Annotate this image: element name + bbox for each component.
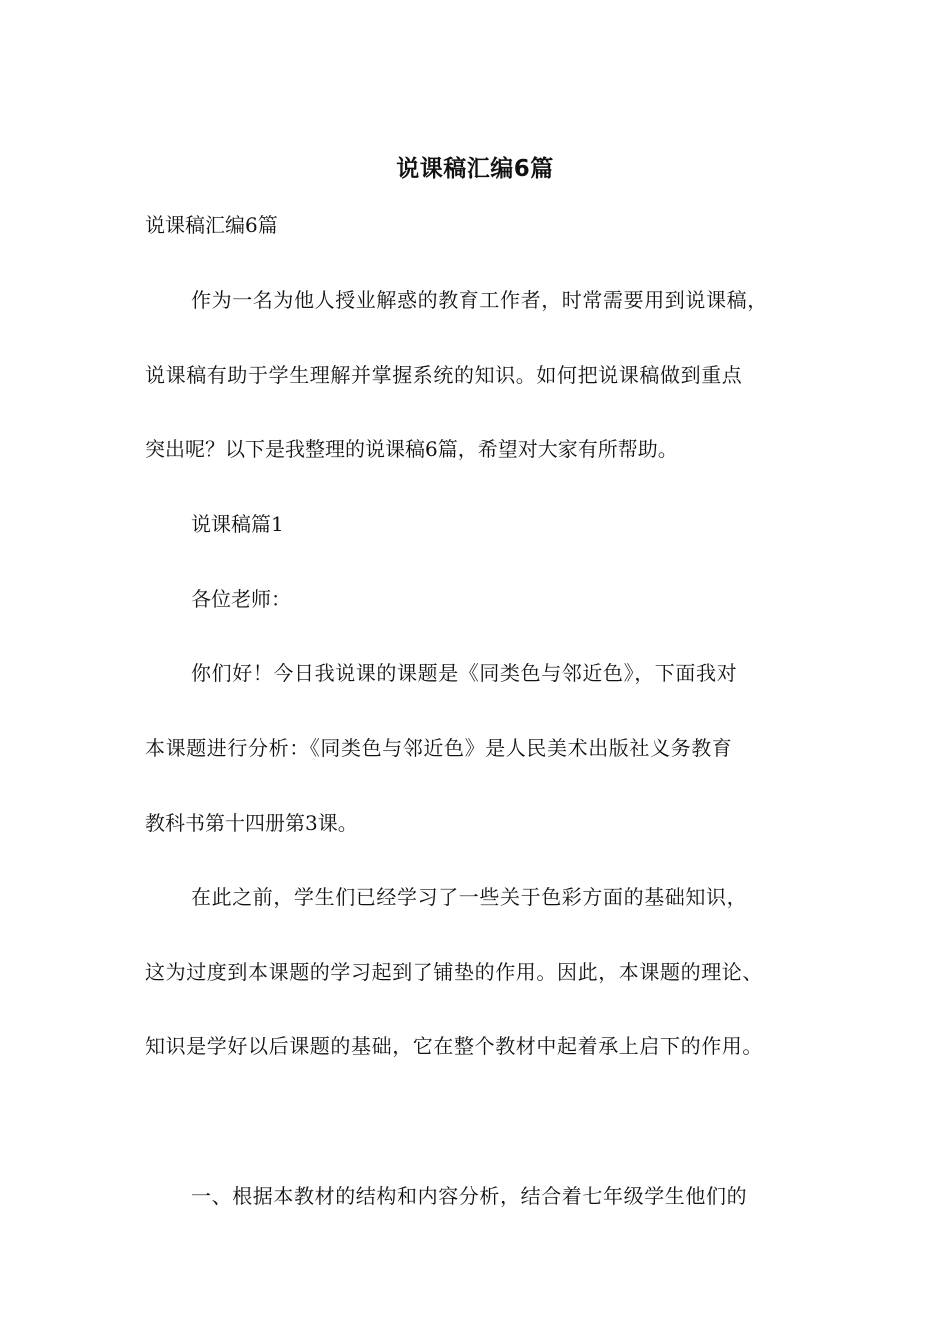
paragraph-line: 这为过度到本课题的学习起到了铺垫的作用。因此，本课题的理论、 (145, 960, 763, 984)
paragraph-line: 说课稿有助于学生理解并掌握系统的知识。如何把说课稿做到重点 (145, 363, 743, 387)
section-heading: 说课稿篇1 (191, 512, 284, 536)
greeting-line: 各位老师： (191, 587, 291, 611)
document-subtitle: 说课稿汇编6篇 (145, 213, 278, 237)
paragraph-line: 一、根据本教材的结构和内容分析，结合着七年级学生他们的 (191, 1184, 748, 1208)
document-title: 说课稿汇编6篇 (396, 156, 554, 182)
paragraph-line: 知识是学好以后课题的基础，它在整个教材中起着承上启下的作用。 (145, 1034, 763, 1058)
paragraph-line: 教科书第十四册第3课。 (145, 811, 358, 835)
paragraph-line: 突出呢？以下是我整理的说课稿6篇，希望对大家有所帮助。 (145, 437, 678, 461)
paragraph-line: 在此之前，学生们已经学习了一些关于色彩方面的基础知识， (191, 885, 748, 909)
paragraph-line: 你们好！今日我说课的课题是《同类色与邻近色》，下面我对 (191, 661, 738, 685)
paragraph-line: 本课题进行分析：《同类色与邻近色》是人民美术出版社义务教育 (145, 736, 733, 760)
paragraph-line: 作为一名为他人授业解惑的教育工作者，时常需要用到说课稿， (191, 288, 768, 312)
